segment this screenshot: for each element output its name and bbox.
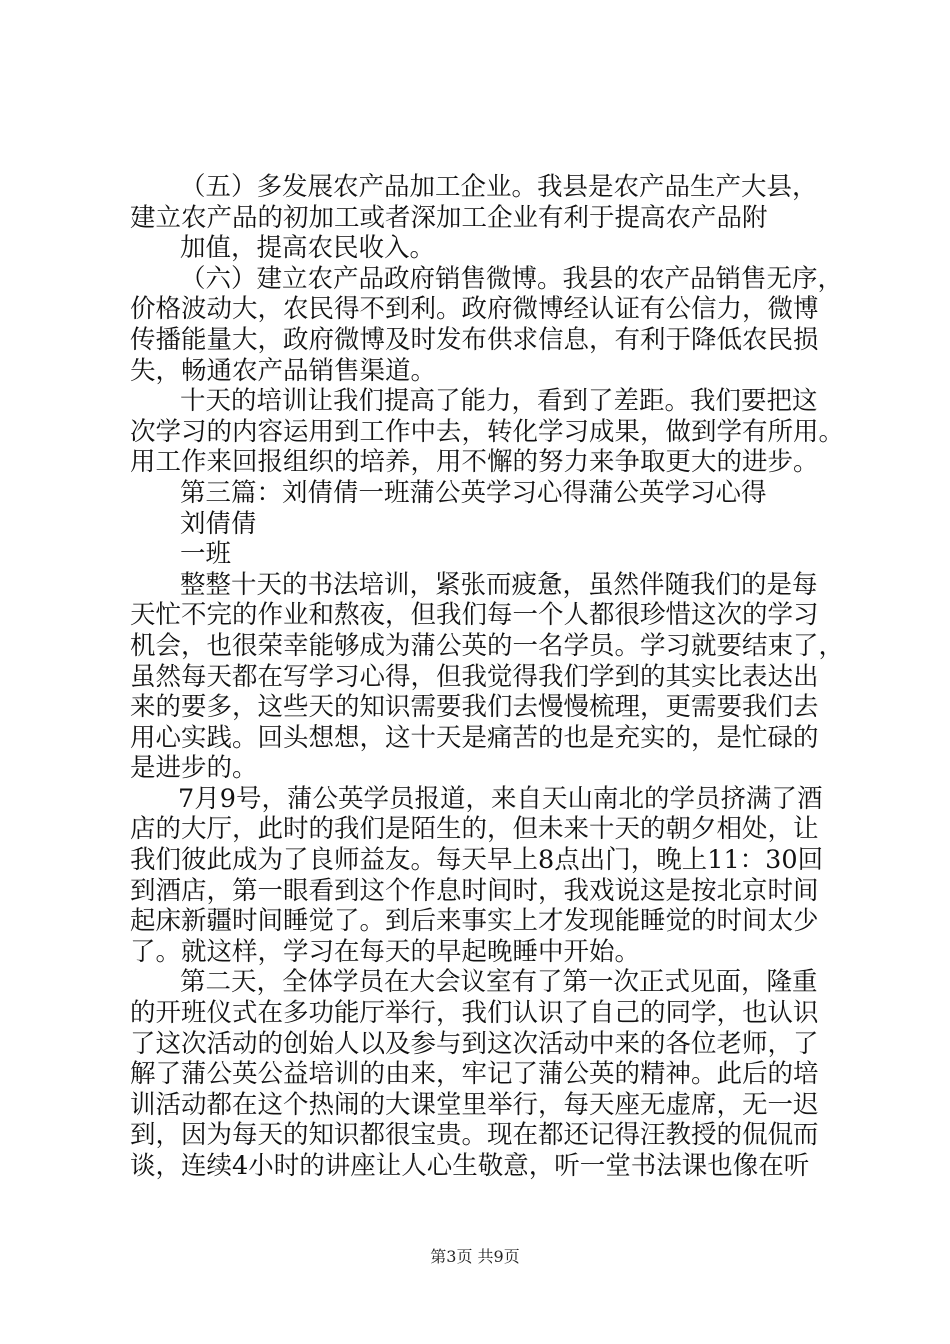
page-number-footer: 第3页 共9页 — [430, 1247, 520, 1266]
text-line: 用心实践。回头想想，这十天是痛苦的也是充实的，是忙碌的 — [130, 722, 819, 753]
text-line: 我们彼此成为了良师益友。每天早上8点出门，晚上11：30回 — [130, 845, 824, 876]
text-line: 是进步的。 — [130, 753, 258, 784]
text-line: 传播能量大，政府微博及时发布供求信息，有利于降低农民损 — [130, 324, 819, 355]
class-name: 一班 — [180, 539, 232, 570]
section-heading: 第三篇：刘倩倩一班蒲公英学习心得蒲公英学习心得 — [180, 477, 767, 508]
text-line: 解了蒲公英公益培训的由来，牢记了蒲公英的精神。此后的培 — [130, 1059, 819, 1090]
text-line: 整整十天的书法培训，紧张而疲惫，虽然伴随我们的是每 — [180, 569, 818, 600]
text-line: 失，畅通农产品销售渠道。 — [130, 355, 437, 386]
text-line: 店的大厅，此时的我们是陌生的，但未来十天的朝夕相处，让 — [130, 814, 819, 845]
text-line: 价格波动大，农民得不到利。政府微博经认证有公信力，微博 — [130, 294, 819, 325]
author-name: 刘倩倩 — [180, 508, 257, 539]
text-line: 到，因为每天的知识都很宝贵。现在都还记得汪教授的侃侃而 — [130, 1120, 819, 1151]
text-line: 十天的培训让我们提高了能力，看到了差距。我们要把这 — [180, 386, 818, 417]
text-line: 来的要多，这些天的知识需要我们去慢慢梳理，更需要我们去 — [130, 692, 819, 723]
document-body — [130, 172, 845, 1182]
text-line: 次学习的内容运用到工作中去，转化学习成果，做到学有所用。 — [130, 416, 845, 447]
text-line: 用工作来回报组织的培养，用不懈的努力来争取更大的进步。 — [130, 447, 819, 478]
text-line: 谈，连续4小时的讲座让人心生敬意，听一堂书法课也像在听 — [130, 1151, 810, 1181]
text-line: 7月9号，蒲公英学员报道，来自天山南北的学员挤满了酒 — [178, 783, 823, 814]
text-line: （六）建立农产品政府销售微博。我县的农产品销售无序， — [180, 263, 844, 294]
text-line: 加值，提高农民收入。 — [180, 233, 436, 264]
text-line: 了这次活动的创始人以及参与到这次活动中来的各位老师，了 — [130, 1028, 819, 1059]
text-line: 起床新疆时间睡觉了。到后来事实上才发现能睡觉的时间太少 — [130, 906, 819, 937]
text-line: 训活动都在这个热闹的大课堂里举行，每天座无虚席，无一迟 — [130, 1089, 819, 1120]
text-line: 建立农产品的初加工或者深加工企业有利于提高农产品附 — [130, 202, 768, 233]
text-line: 第二天，全体学员在大会议室有了第一次正式见面，隆重 — [180, 967, 818, 998]
text-line: 到酒店，第一眼看到这个作息时间时，我戏说这是按北京时间 — [130, 875, 819, 906]
text-line: 天忙不完的作业和熬夜，但我们每一个人都很珍惜这次的学习 — [130, 600, 819, 631]
text-line: 虽然每天都在写学习心得，但我觉得我们学到的其实比表达出 — [130, 661, 819, 692]
text-line: 机会，也很荣幸能够成为蒲公英的一名学员。学习就要结束了， — [130, 630, 845, 661]
text-line: 的开班仪式在多功能厅举行，我们认识了自己的同学，也认识 — [130, 998, 819, 1029]
text-line: 了。就这样，学习在每天的早起晚睡中开始。 — [130, 936, 641, 967]
text-line: （五）多发展农产品加工企业。我县是农产品生产大县， — [180, 172, 818, 202]
